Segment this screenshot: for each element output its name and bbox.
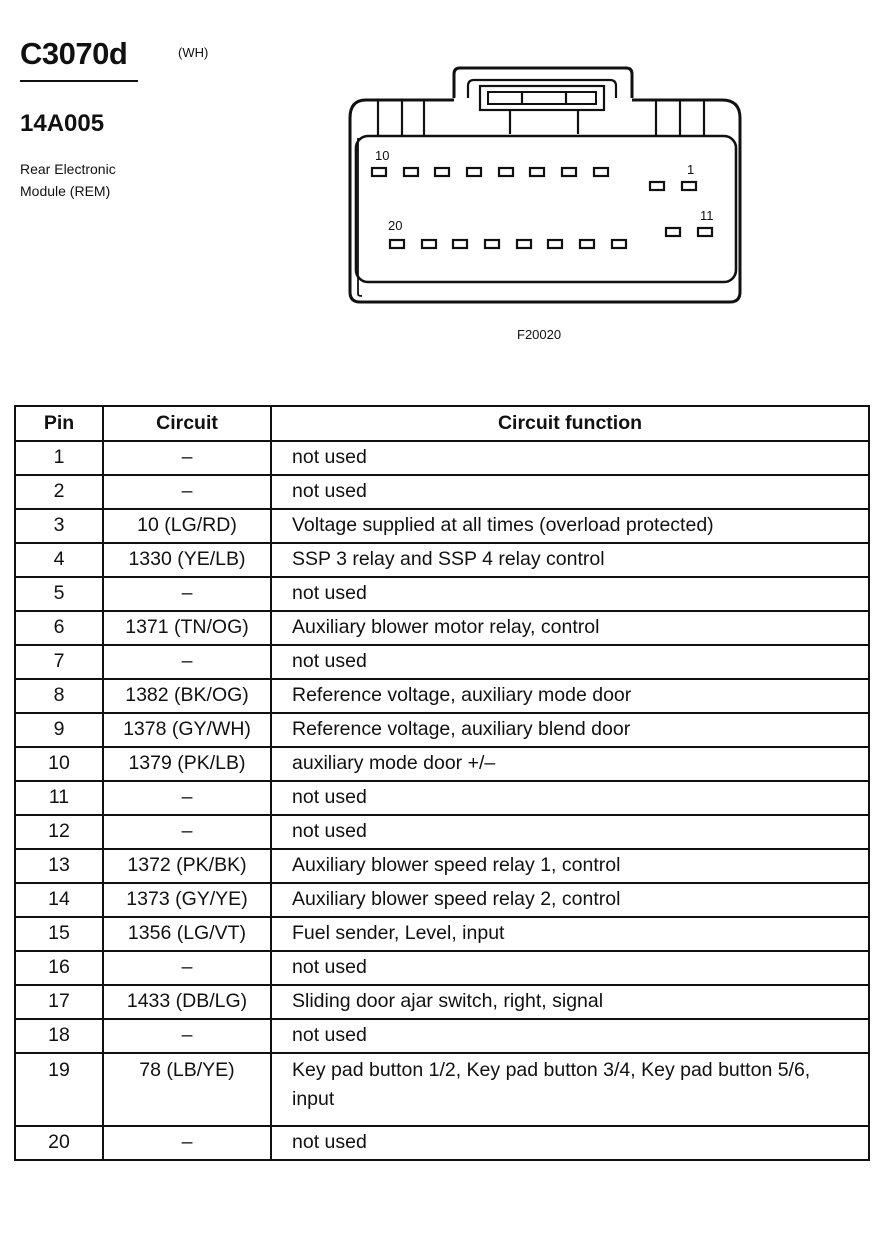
- circuit-cell: 1373 (GY/YE): [103, 883, 271, 917]
- table-row: [15, 951, 869, 985]
- table-row: [15, 917, 869, 951]
- pin-cell: 9: [15, 713, 103, 747]
- circuit-cell: –: [103, 645, 271, 679]
- pin-cell: 6: [15, 611, 103, 645]
- table-row: [15, 747, 869, 781]
- function-cell: not used: [271, 475, 869, 509]
- function-cell: Auxiliary blower speed relay 1, control: [271, 849, 869, 883]
- circuit-cell: 1330 (YE/LB): [103, 543, 271, 577]
- function-cell: Reference voltage, auxiliary blend door: [271, 713, 869, 747]
- header-pin: Pin: [15, 406, 103, 441]
- pin-label-20: 20: [388, 218, 403, 233]
- table-row: [15, 781, 869, 815]
- pin-cell: 3: [15, 509, 103, 543]
- table-header-row: [15, 406, 869, 441]
- pin-cell: 7: [15, 645, 103, 679]
- circuit-cell: –: [103, 951, 271, 985]
- pin-label-10: 10: [375, 148, 390, 163]
- function-cell: not used: [271, 1019, 869, 1053]
- table-row: [15, 1053, 869, 1126]
- circuit-cell: –: [103, 441, 271, 475]
- table-body: [15, 441, 869, 1160]
- circuit-cell: 1382 (BK/OG): [103, 679, 271, 713]
- function-cell: not used: [271, 951, 869, 985]
- circuit-cell: 1378 (GY/WH): [103, 713, 271, 747]
- circuit-cell: –: [103, 781, 271, 815]
- header-circuit: Circuit: [103, 406, 271, 441]
- circuit-cell: 1379 (PK/LB): [103, 747, 271, 781]
- description-line-2: Module (REM): [20, 183, 111, 199]
- circuit-cell: 10 (LG/RD): [103, 509, 271, 543]
- function-cell: Key pad button 1/2, Key pad button 3/4, Key pad button 5/6, input: [271, 1053, 869, 1126]
- table-row: [15, 883, 869, 917]
- pin-cell: 16: [15, 951, 103, 985]
- table-row: [15, 985, 869, 1019]
- function-cell: Auxiliary blower speed relay 2, control: [271, 883, 869, 917]
- pin-cell: 18: [15, 1019, 103, 1053]
- pin-cell: 2: [15, 475, 103, 509]
- figure-id: F20020: [517, 327, 562, 342]
- function-cell: not used: [271, 1126, 869, 1160]
- function-cell: not used: [271, 815, 869, 849]
- circuit-cell: –: [103, 815, 271, 849]
- function-cell: Auxiliary blower motor relay, control: [271, 611, 869, 645]
- circuit-cell: 1356 (LG/VT): [103, 917, 271, 951]
- pinout-table: [14, 405, 870, 1161]
- pin-cell: 4: [15, 543, 103, 577]
- table-row: [15, 849, 869, 883]
- function-cell: not used: [271, 781, 869, 815]
- table-row: [15, 713, 869, 747]
- function-cell: Voltage supplied at all times (overload protected): [271, 509, 869, 543]
- pin-cell: 12: [15, 815, 103, 849]
- table-row: [15, 679, 869, 713]
- function-cell: auxiliary mode door +/–: [271, 747, 869, 781]
- function-cell: not used: [271, 441, 869, 475]
- module-description: [20, 158, 116, 202]
- table-row: [15, 815, 869, 849]
- table-row: [15, 645, 869, 679]
- function-cell: not used: [271, 645, 869, 679]
- circuit-cell: –: [103, 475, 271, 509]
- pin-cell: 1: [15, 441, 103, 475]
- pin-cell: 13: [15, 849, 103, 883]
- table-row: [15, 441, 869, 475]
- connector-id: C3070d: [20, 36, 128, 71]
- description-line-1: Rear Electronic: [20, 161, 116, 177]
- table-row: [15, 543, 869, 577]
- pin-cell: 10: [15, 747, 103, 781]
- table-row: [15, 611, 869, 645]
- pin-cell: 11: [15, 781, 103, 815]
- function-cell: Sliding door ajar switch, right, signal: [271, 985, 869, 1019]
- circuit-cell: –: [103, 1019, 271, 1053]
- pin-cell: 19: [15, 1053, 103, 1126]
- part-number: 14A005: [20, 110, 105, 137]
- header-function: Circuit function: [271, 406, 869, 441]
- circuit-cell: –: [103, 577, 271, 611]
- color-code: (WH): [178, 45, 209, 60]
- function-cell: Fuel sender, Level, input: [271, 917, 869, 951]
- circuit-cell: 1372 (PK/BK): [103, 849, 271, 883]
- pin-cell: 8: [15, 679, 103, 713]
- circuit-cell: –: [103, 1126, 271, 1160]
- function-cell: SSP 3 relay and SSP 4 relay control: [271, 543, 869, 577]
- table-row: [15, 1126, 869, 1160]
- pin-cell: 5: [15, 577, 103, 611]
- title-underline: [20, 80, 138, 82]
- pin-label-11: 11: [700, 208, 714, 223]
- function-cell: Reference voltage, auxiliary mode door: [271, 679, 869, 713]
- table-row: [15, 509, 869, 543]
- connector-face-diagram: [344, 66, 748, 310]
- circuit-cell: 78 (LB/YE): [103, 1053, 271, 1126]
- pin-cell: 17: [15, 985, 103, 1019]
- pin-cell: 15: [15, 917, 103, 951]
- table-row: [15, 1019, 869, 1053]
- pin-label-1: 1: [687, 162, 695, 177]
- table-row: [15, 475, 869, 509]
- pin-cell: 14: [15, 883, 103, 917]
- function-cell: not used: [271, 577, 869, 611]
- circuit-cell: 1371 (TN/OG): [103, 611, 271, 645]
- table-row: [15, 577, 869, 611]
- pin-cell: 20: [15, 1126, 103, 1160]
- circuit-cell: 1433 (DB/LG): [103, 985, 271, 1019]
